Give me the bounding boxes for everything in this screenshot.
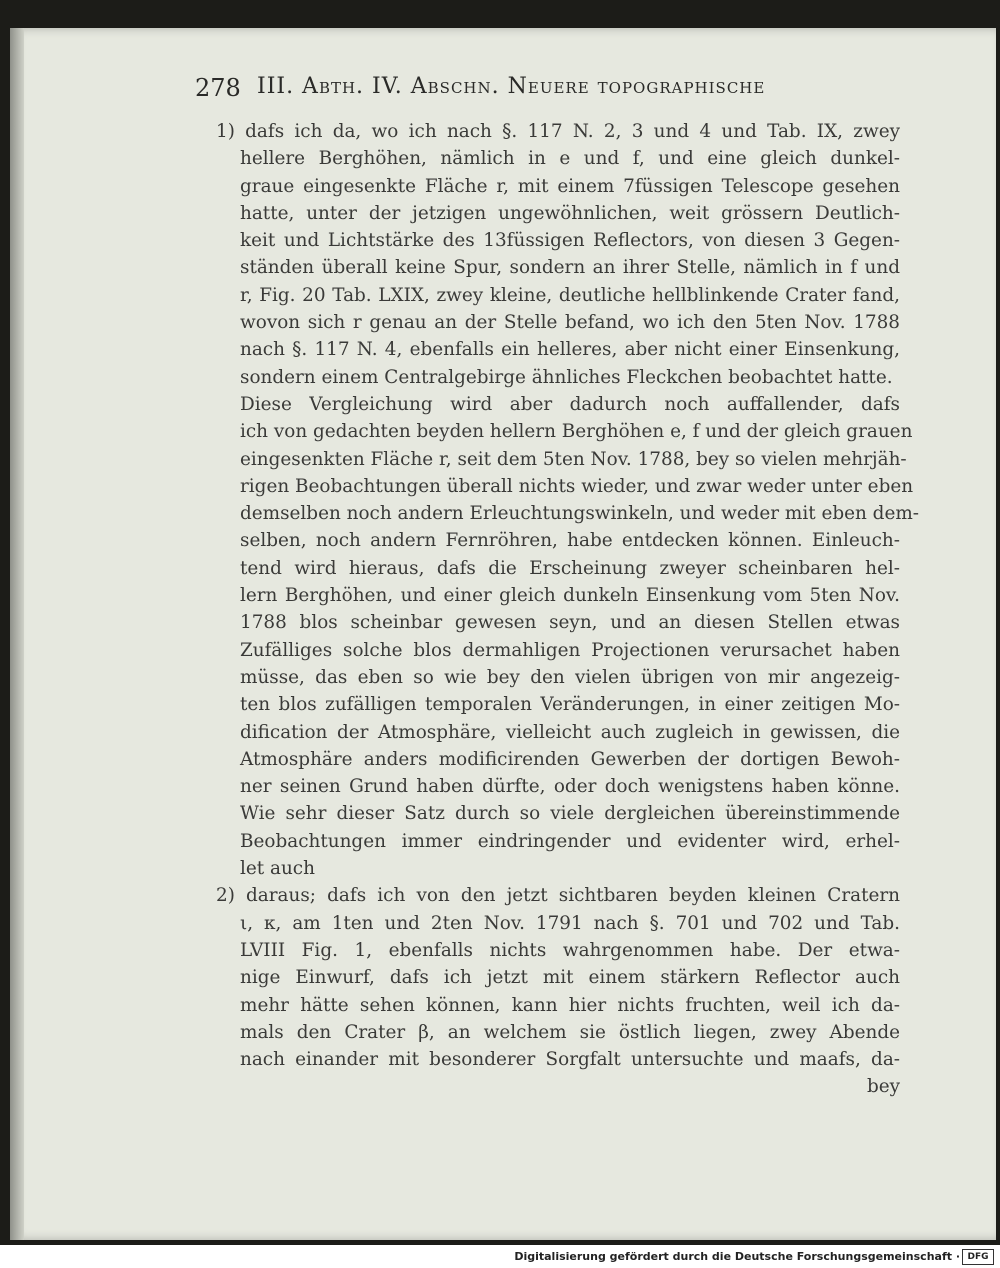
text-line: 1) dafs ich da, wo ich nach §. 117 N. 2, 3 und 4 und Tab. IX, zwey — [216, 121, 900, 142]
text-line: müsse, das eben so wie bey den vielen übrigen von mir angezeig- — [240, 666, 900, 688]
text-line: nach §. 117 N. 4, ebenfalls ein helleres, aber nicht einer Einsenkung, — [240, 339, 900, 361]
text-line: mehr hätte sehen können, kann hier nichts fruchten, weil ich da- — [240, 994, 900, 1016]
text-line: r, Fig. 20 Tab. LXIX, zwey kleine, deutliche hellblinkende Crater fand, — [240, 284, 900, 306]
text-line: ι, κ, am 1ten und 2ten Nov. 1791 nach §. 701 und 702 und Tab. — [240, 912, 900, 934]
text-line: Wie sehr dieser Satz durch so viele dergleichen übereinstimmende — [240, 803, 900, 825]
page-header — [195, 72, 915, 106]
text-line: keit und Lichtstärke des 13füssigen Reflectors, von diesen 3 Gegen- — [240, 230, 900, 252]
text-line: selben, noch andern Fernröhren, habe entdecken können. Einleuch- — [240, 530, 900, 552]
page-number: 278 — [195, 74, 241, 102]
funding-notice: Digitalisierung gefördert durch die Deutsche Forschungsgemeinschaft · — [514, 1250, 960, 1263]
text-line: nige Einwurf, dafs ich jetzt mit einem stärkern Reflector auch — [240, 967, 900, 989]
text-line: rigen Beobachtungen überall nichts wieder, und zwar weder unter eben — [240, 475, 914, 497]
text-line: hatte, unter der jetzigen ungewöhnlichen, weit grössern Deutlich- — [240, 202, 900, 224]
text-line: LVIII Fig. 1, ebenfalls nichts wahrgenommen habe. Der etwa- — [240, 939, 900, 961]
footer-bar — [0, 1245, 1000, 1268]
text-line: 2) daraus; dafs ich von den jetzt sichtbaren beyden kleinen Cratern — [216, 885, 900, 907]
text-line: dification der Atmosphäre, vielleicht auch zugleich in gewissen, die — [240, 721, 900, 743]
text-line: sondern einem Centralgebirge ähnliches Fleckchen beobachtet hatte. — [240, 366, 893, 388]
text-line: bey — [866, 1076, 900, 1098]
text-line: ständen überall keine Spur, sondern an ihrer Stelle, nämlich in f und — [240, 257, 900, 279]
text-line: ner seinen Grund haben dürfte, oder doch wenigstens haben könne. — [240, 776, 900, 798]
text-line: graue eingesenkte Fläche r, mit einem 7füssigen Telescope gesehen — [240, 175, 900, 197]
text-line: demselben noch andern Erleuchtungswinkeln, und weder mit eben dem- — [240, 503, 919, 525]
running-head: III. Abth. IV. Abschn. Neuere topographische — [257, 74, 766, 99]
text-line: Zufälliges solche blos dermahligen Projectionen verursachet haben — [240, 639, 900, 661]
text-line: tend wird hieraus, dafs die Erscheinung zweyer scheinbaren hel- — [240, 557, 900, 579]
text-line: Diese Vergleichung wird aber dadurch noch auffallender, dafs — [240, 393, 900, 415]
text-line: eingesenkten Fläche r, seit dem 5ten Nov. 1788, bey so vielen mehrjäh- — [240, 448, 907, 470]
text-line: let auch — [240, 858, 315, 880]
text-line: hellere Berghöhen, nämlich in e und f, und eine gleich dunkel- — [240, 148, 900, 170]
text-line: ich von gedachten beyden hellern Berghöhen e, f und der gleich grauen — [240, 421, 913, 443]
text-line: 1788 blos scheinbar gewesen seyn, und an diesen Stellen etwas — [240, 612, 900, 634]
body-text — [216, 118, 919, 1101]
text-line: Beobachtungen immer eindringender und evidenter wird, erhel- — [240, 830, 900, 852]
text-line: nach einander mit besonderer Sorgfalt untersuchte und maafs, da- — [240, 1049, 900, 1071]
page-gutter-shadow — [10, 28, 24, 1240]
text-line: lern Berghöhen, und einer gleich dunkeln Einsenkung vom 5ten Nov. — [240, 585, 900, 607]
dfg-logo: DFG — [962, 1249, 994, 1265]
text-line: mals den Crater β, an welchem sie östlich liegen, zwey Abende — [240, 1021, 900, 1043]
text-line: wovon sich r genau an der Stelle befand, wo ich den 5ten Nov. 1788 — [240, 312, 900, 334]
text-line: ten blos zufälligen temporalen Veränderungen, in einer zeitigen Mo- — [240, 694, 900, 716]
text-line: Atmosphäre anders modificirenden Gewerben der dortigen Bewoh- — [240, 748, 900, 770]
